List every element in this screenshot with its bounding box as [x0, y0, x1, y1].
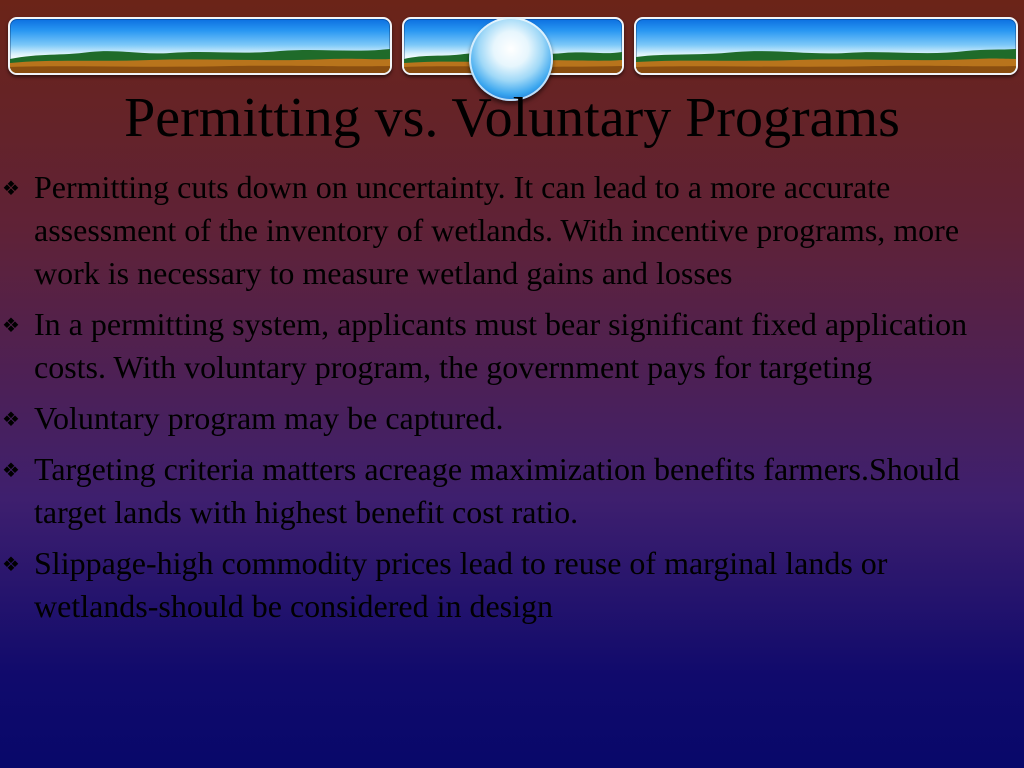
landscape-right-icon [636, 19, 1016, 73]
bullet-text: Slippage-high commodity prices lead to reuse of marginal lands or wetlands-should be considered in design [34, 545, 888, 624]
diamond-bullet-icon: ❖ [2, 407, 20, 431]
landscape-panel-left [8, 17, 392, 75]
diamond-bullet-icon: ❖ [2, 552, 20, 576]
bullet-text: Targeting criteria matters acreage maximization benefits farmers.Should target lands with highest benefit cost ratio. [34, 451, 960, 530]
landscape-left-icon [10, 19, 390, 73]
diamond-bullet-icon: ❖ [2, 313, 20, 337]
bullet-item [0, 303, 1010, 389]
bullet-item [0, 166, 1010, 295]
bullet-text: In a permitting system, applicants must bear significant fixed application costs. With voluntary program, the government pays for targeting [34, 306, 968, 385]
bullet-item [0, 397, 1010, 440]
diamond-bullet-icon: ❖ [2, 458, 20, 482]
slide-title: Permitting vs. Voluntary Programs [124, 87, 900, 149]
bullet-item [0, 542, 1010, 628]
bullet-list [0, 166, 1010, 636]
landscape-panel-right [634, 17, 1018, 75]
bullet-text: Permitting cuts down on uncertainty. It can lead to a more accurate assessment of the inventory of wetlands. With incentive programs, more work is necessary to measure wetland gains and losses [34, 169, 960, 291]
bullet-item [0, 448, 1010, 534]
diamond-bullet-icon: ❖ [2, 176, 20, 200]
bullet-text: Voluntary program may be captured. [34, 400, 504, 436]
